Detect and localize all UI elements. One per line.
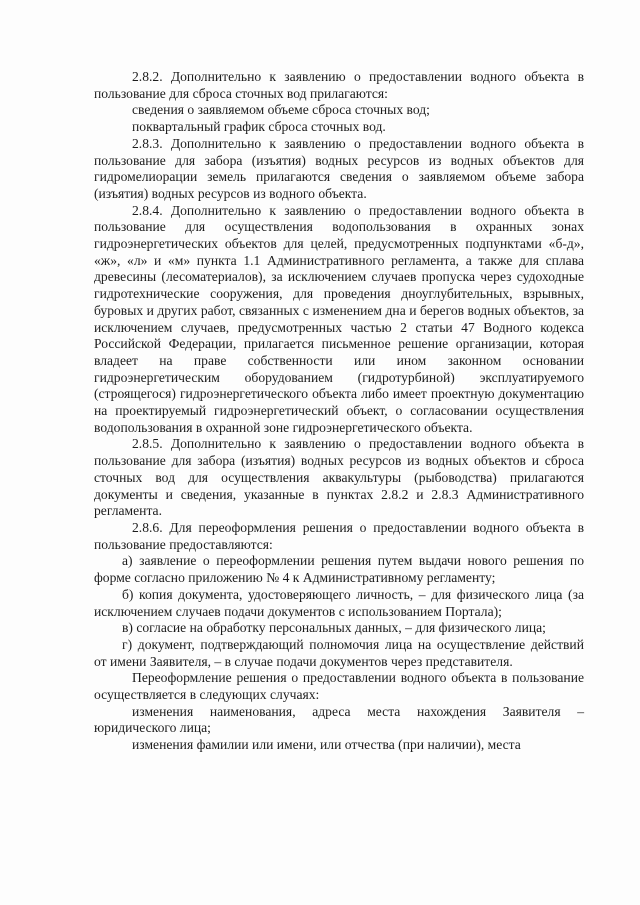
paragraph-2-8-3: 2.8.3. Дополнительно к заявлению о предоставлении водного объекта в пользование для забора (изъятия) водных ресурсов из водных объектов для гидромелиорации земель прилагаются сведения о заявляемом объеме забора (изъятия) водных ресурсов из водного объекта. (94, 135, 584, 201)
list-item: изменения наименования, адреса места нахождения Заявителя – юридического лица; (94, 703, 584, 736)
list-item-b: б) копия документа, удостоверяющего личность, – для физического лица (за исключением случаев подачи документов с использованием Портала); (94, 586, 584, 619)
list-item: поквартальный график сброса сточных вод. (132, 119, 386, 135)
list-item-v: в) согласие на обработку персональных данных, – для физического лица; (122, 620, 546, 636)
list-item-a: а) заявление о переоформлении решения путем выдачи нового решения по форме согласно приложению № 4 к Административному регламенту; (94, 553, 584, 586)
list-item-g: г) документ, подтверждающий полномочия лица на осуществление действий от имени Заявителя, – в случае подачи документов через представителя. (94, 636, 584, 669)
document-body (94, 69, 584, 754)
list-item: изменения фамилии или имени, или отчества (при наличии), места (132, 737, 521, 753)
list-item: сведения о заявляемом объеме сброса сточных вод; (132, 102, 430, 118)
paragraph-2-8-5: 2.8.5. Дополнительно к заявлению о предоставлении водного объекта в пользование для забора (изъятия) водных ресурсов из водных объектов и сброса сточных вод для осуществления аквакультуры (рыбоводства) прилагаются документы и сведения, указанные в пунктах 2.8.2 и 2.8.3 Административного регламента. (94, 436, 584, 519)
paragraph-2-8-6: 2.8.6. Для переоформления решения о предоставлении водного объекта в пользование предоставляются: (94, 519, 584, 552)
paragraph-2-8-2: 2.8.2. Дополнительно к заявлению о предоставлении водного объекта в пользование для сброса сточных вод прилагаются: (94, 69, 584, 101)
paragraph-reissue-cases: Переоформление решения о предоставлении водного объекта в пользование осуществляется в следующих случаях: (94, 670, 584, 703)
paragraph-2-8-4: 2.8.4. Дополнительно к заявлению о предоставлении водного объекта в пользование для осуществления водопользования в охранных зонах гидроэнергетических объектов для целей, предусмотренных подпунктами «б-д», «ж», «л» и «м» пункта 1.1 Административного регламента, а также для сплава древесины (лесоматериалов), за исключением случаев пропуска через судоходные гидротехнические сооружения, для проведения дноуглубительных, взрывных, буровых и других работ, связанных с изменением дна и берегов водных объектов, за исключением случаев, предусмотренных частью 2 статьи 47 Водного кодекса Российской Федерации, прилагается письменное решение организации, которая владеет на праве собственности или ином законном основании гидроэнергетическим оборудованием (гидротурбиной) эксплуатируемого (строящегося) гидроэнергетического объекта либо имеет проектную документацию на проектируемый гидроэнергетический объект, о согласовании осуществления водопользования в охранной зоне гидроэнергетического объекта. (94, 202, 584, 435)
